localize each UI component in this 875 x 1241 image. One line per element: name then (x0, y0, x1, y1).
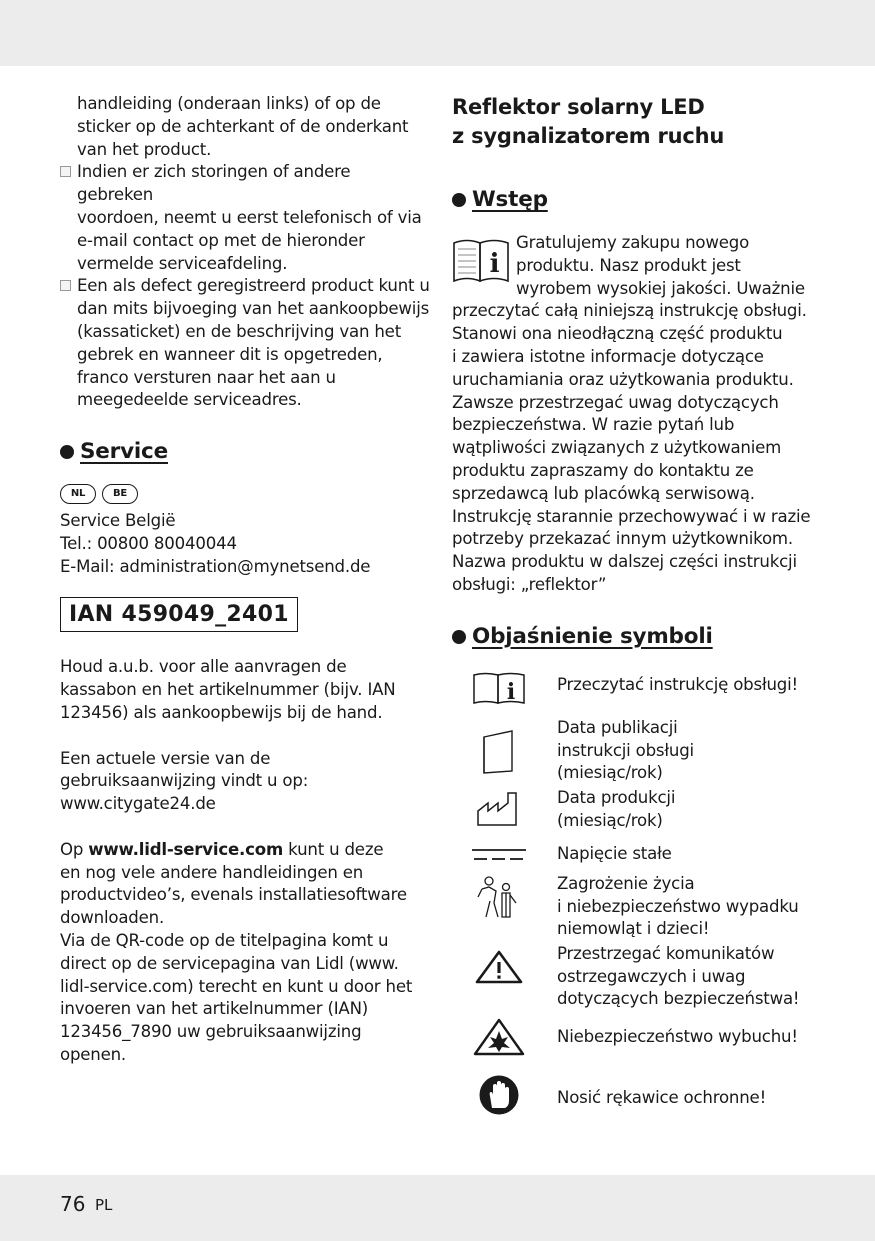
symbol-row (452, 717, 822, 787)
booklet-icon (472, 729, 526, 775)
text-line: Een als defect geregistreerd product kunt u (77, 276, 430, 296)
svg-text:i: i (506, 678, 516, 705)
symbol-label: Przestrzegać komunikatów (557, 943, 775, 963)
intro-section (452, 232, 822, 597)
text-line: Service België (60, 511, 176, 531)
symbol-label: (miesiąc/rok) (557, 810, 663, 830)
paragraph (60, 748, 430, 816)
symbol-row (452, 873, 822, 943)
text-line: 123456) als aankoopbewijs bij de hand. (60, 702, 383, 722)
country-badges (60, 484, 430, 504)
text-line: Indien er zich storingen of andere gebreken (77, 162, 351, 205)
left-column (60, 93, 430, 1067)
text-line: Een actuele versie van de (60, 748, 271, 768)
phone-number: Tel.: 00800 80040044 (60, 533, 237, 553)
intro-heading (452, 186, 822, 214)
symbol-label: instrukcji obsługi (557, 740, 694, 760)
text-line: przeczytać całą niniejszą instrukcję obsługi. (452, 301, 807, 321)
bullet-item (60, 275, 430, 412)
website-link[interactable]: www.citygate24.de (60, 794, 216, 814)
text-line: 123456_7890 uw gebruiksaanwijzing (60, 1022, 362, 1042)
service-heading (60, 438, 430, 466)
text-line: potrzeby przekazać innym użytkownikom. (452, 529, 793, 549)
title-line: Reflektor solarny LED (452, 95, 705, 119)
symbol-label: Napięcie stałe (557, 843, 672, 863)
direct-current-icon (472, 845, 526, 863)
text-line: Gratulujemy zakupu nowego (516, 233, 750, 252)
symbol-label: Data produkcji (557, 787, 676, 807)
symbol-label: (miesiąc/rok) (557, 763, 663, 783)
page-language: PL (95, 1196, 113, 1214)
text-line: Stanowi ona nieodłączną część produktu (452, 324, 783, 344)
text-line: obsługi: „reflektor” (452, 574, 607, 594)
symbols-heading (452, 623, 822, 651)
text-line: i zawiera istotne informacje dotyczące (452, 346, 764, 366)
explosion-icon (472, 1017, 526, 1057)
heading-text: Service (80, 439, 168, 465)
text-line: uruchamiania oraz użytkowania produktu. (452, 369, 794, 389)
product-title (452, 93, 822, 150)
checkbox-bullet-icon (60, 280, 71, 291)
symbol-row (452, 1077, 822, 1127)
warning-triangle-icon (472, 949, 526, 985)
info-book-icon (452, 235, 510, 285)
text-line: Nazwa produktu w dalszej części instrukcji (452, 552, 797, 572)
bullet-dot-icon (452, 193, 466, 207)
country-badge-nl: NL (60, 484, 96, 504)
title-line: z sygnalizatorem ruchu (452, 123, 725, 148)
symbol-label: Nosić rękawice ochronne! (557, 1087, 767, 1107)
text-line: e-mail contact op met de hieronder (77, 230, 365, 250)
symbol-label: Niebezpieczeństwo wybuchu! (557, 1026, 798, 1046)
symbol-row (452, 1023, 822, 1077)
bullet-dot-icon (452, 630, 466, 644)
text-line: Via de QR-code op de titelpagina komt u (60, 930, 389, 950)
text-line: wyrobem wysokiej jakości. Uważnie (516, 278, 805, 298)
symbol-label: Zagrożenie życia (557, 873, 695, 893)
text-line: meegedeelde serviceadres. (77, 390, 302, 410)
header-band (0, 0, 875, 66)
heading-text: Wstęp (472, 187, 548, 212)
page-number: 76 (60, 1192, 86, 1216)
text-line: (kassaticket) en de beschrijving van het (77, 321, 401, 341)
text-line: wątpliwości związanych z użytkowaniem (452, 438, 782, 458)
heading-text: Objaśnienie symboli (472, 623, 713, 649)
symbol-row (452, 943, 822, 1023)
country-badge-be: BE (102, 484, 138, 504)
text-span: Op (60, 839, 89, 859)
text-line: produktu. Nasz produkt jest (516, 255, 741, 275)
continued-text (60, 93, 430, 161)
text-line: gebrek en wanneer dit is opgetreden, (77, 344, 383, 364)
symbol-label: dotyczących bezpieczeństwa! (557, 989, 800, 1009)
svg-text:i: i (489, 249, 500, 279)
symbol-label: ostrzegawczych i uwag (557, 966, 746, 986)
text-line: van het product. (77, 139, 212, 159)
checkbox-bullet-icon (60, 166, 71, 177)
text-line: lidl-service.com) terecht en kunt u door het (60, 976, 413, 996)
bullet-item (60, 161, 430, 275)
service-contact (60, 510, 430, 578)
gloves-icon (472, 1074, 526, 1116)
symbol-label: i niebezpieczeństwo wypadku (557, 896, 799, 916)
child-danger-icon (472, 873, 526, 919)
ian-box: IAN 459049_2401 (60, 597, 298, 633)
text-line: Zawsze przestrzegać uwag dotyczących (452, 392, 779, 412)
text-line: gebruiksaanwijzing vindt u op: (60, 771, 309, 791)
text-line (60, 839, 430, 862)
email-address: E-Mail: administration@mynetsend.de (60, 556, 371, 576)
text-line: handleiding (onderaan links) of op de (77, 94, 381, 113)
text-line: bezpieczeństwa. W razie pytań lub (452, 415, 735, 435)
footer-band (0, 1175, 875, 1241)
text-line: downloaden. (60, 908, 165, 928)
text-line: produktu zapraszamy do kontaktu ze (452, 460, 754, 480)
info-book-icon (472, 671, 526, 705)
text-line: invoeren van het artikelnummer (IAN) (60, 999, 369, 1019)
text-line: sticker op de achterkant of de onderkant (77, 116, 409, 136)
text-line: openen. (60, 1044, 127, 1064)
lidl-service-link[interactable]: www.lidl-service.com (88, 839, 284, 859)
paragraph (60, 656, 430, 724)
text-line: sprzedawcą lub placówką serwisową. (452, 483, 755, 503)
symbol-row (452, 843, 822, 873)
bullet-dot-icon (60, 445, 74, 459)
right-column (452, 93, 822, 1127)
text-line: kassabon en het artikelnummer (bijv. IAN (60, 680, 396, 700)
text-line: franco versturen naar het aan u (77, 367, 336, 387)
text-line: direct op de servicepagina van Lidl (www. (60, 953, 399, 973)
text-line: dan mits bijvoeging van het aankoopbewijs (77, 299, 430, 319)
text-line: Houd a.u.b. voor alle aanvragen de (60, 657, 347, 677)
text-span: kunt u deze (283, 839, 384, 859)
text-line: en nog vele andere handleidingen en (60, 862, 364, 882)
symbol-row (452, 787, 822, 843)
text-line: Instrukcję starannie przechowywać i w razie (452, 506, 811, 526)
symbol-label: Data publikacji (557, 717, 678, 737)
text-line: vermelde serviceafdeling. (77, 253, 288, 273)
text-line: productvideo’s, evenals installatiesoftware (60, 885, 407, 905)
symbol-row (452, 671, 822, 717)
symbol-label: niemowląt i dzieci! (557, 919, 710, 939)
symbol-label: Przeczytać instrukcję obsługi! (557, 674, 798, 694)
text-line: voordoen, neemt u eerst telefonisch of via (77, 207, 422, 227)
paragraph (60, 839, 430, 1067)
factory-icon (472, 789, 526, 829)
